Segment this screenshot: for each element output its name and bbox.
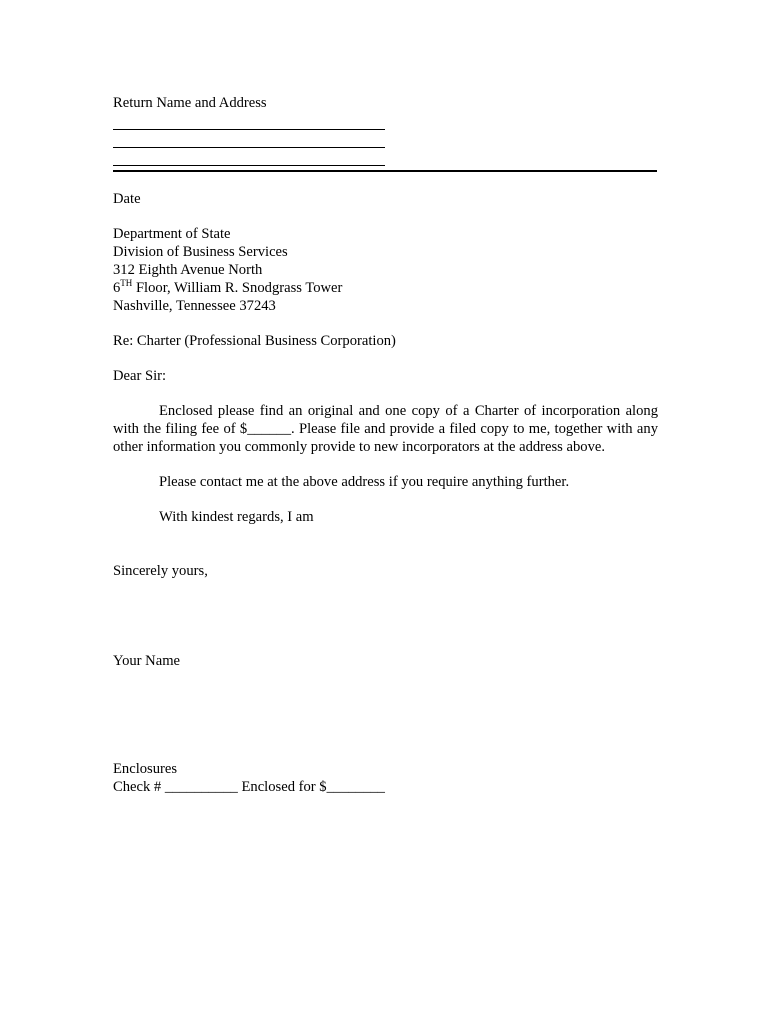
recipient-line-4 (113, 279, 658, 297)
enclosures-label: Enclosures (113, 761, 178, 777)
floor-ordinal: TH (120, 278, 133, 288)
recipient-line-1: Department of State (113, 226, 231, 242)
recipient-line-2: Division of Business Services (113, 244, 288, 260)
body-paragraph-1-text: Enclosed please find an original and one copy of a Charter of incorporation along with the filing fee of $______. Please file and provide a filed copy to me, together with any other information you commonly provide to new incorporators at the address above. (113, 403, 658, 455)
return-address-label: Return Name and Address (113, 95, 267, 111)
return-address-line-3[interactable] (113, 148, 385, 166)
date-label: Date (113, 191, 141, 207)
signature-name: Your Name (113, 653, 181, 669)
enclosures-check-line: Check # __________ Enclosed for $________ (113, 779, 385, 795)
return-address-line-2[interactable] (113, 130, 385, 148)
salutation: Dear Sir: (113, 368, 167, 384)
recipient-line-5: Nashville, Tennessee 37243 (113, 298, 276, 314)
return-address-line-1[interactable] (113, 112, 385, 130)
floor-number: 6 (113, 280, 121, 296)
letter-page (113, 94, 658, 796)
recipient-address (113, 225, 658, 315)
body-paragraph-1 (113, 402, 658, 456)
body-paragraph-3: With kindest regards, I am (159, 509, 314, 525)
recipient-line-3: 312 Eighth Avenue North (113, 262, 263, 278)
body-paragraph-2: Please contact me at the above address if you require anything further. (159, 474, 570, 490)
closing: Sincerely yours, (113, 563, 208, 579)
floor-building: Floor, William R. Snodgrass Tower (132, 280, 343, 296)
subject-line: Re: Charter (Professional Business Corporation) (113, 333, 396, 349)
